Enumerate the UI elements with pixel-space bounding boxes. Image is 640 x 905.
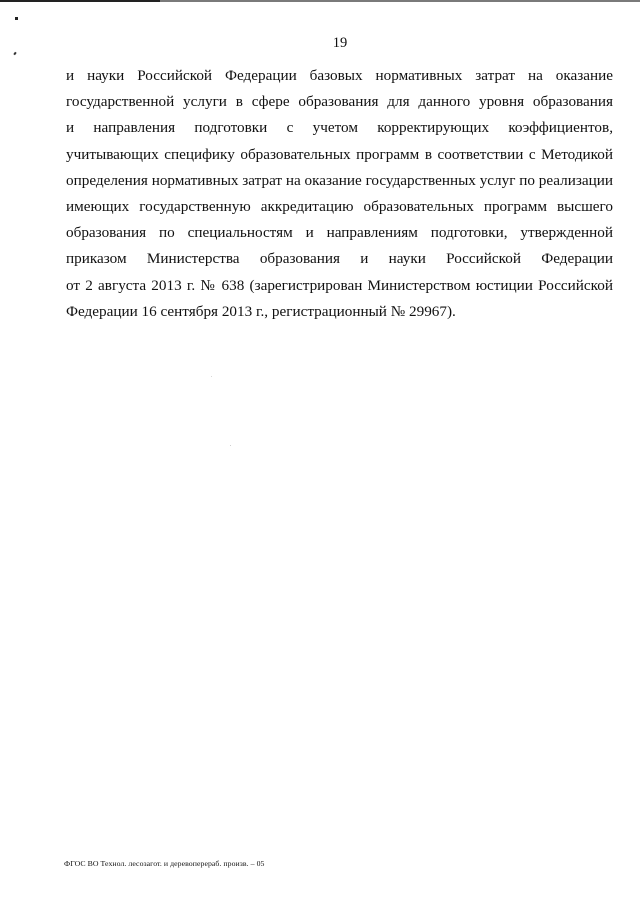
paragraph-line: имеющих государственную аккредитацию образовательных программ высшего — [66, 198, 613, 216]
scan-dust — [230, 445, 231, 446]
paragraph-line: и направления подготовки с учетом корректирующих коэффициентов, — [66, 119, 613, 137]
paragraph-line: учитывающих специфику образовательных программ в соответствии с Методикой — [66, 145, 613, 163]
paragraph-line: государственной услуги в сфере образования для данного уровня образования — [66, 93, 613, 111]
scan-mark — [13, 52, 16, 56]
footer-note: ФГОС ВО Технол. лесозагот. и деревоперераб. произв. – 05 — [64, 859, 265, 868]
body-paragraph — [66, 63, 613, 325]
scan-top-edge-dark — [0, 0, 160, 2]
paragraph-line: образования по специальностям и направлениям подготовки, утвержденной — [66, 224, 613, 242]
paragraph-line: определения нормативных затрат на оказание государственных услуг по реализации — [66, 171, 613, 189]
scan-mark — [15, 17, 18, 20]
paragraph-line: приказом Министерства образования и науки Российской Федерации — [66, 250, 613, 268]
paragraph-line: и науки Российской Федерации базовых нормативных затрат на оказание — [66, 67, 613, 84]
paragraph-line: от 2 августа 2013 г. № 638 (зарегистрирован Министерством юстиции Российской — [66, 276, 613, 294]
paragraph-line: Федерации 16 сентября 2013 г., регистрационный № 29967). — [66, 302, 456, 320]
scan-dust — [211, 376, 212, 377]
page-number: 19 — [332, 35, 348, 51]
